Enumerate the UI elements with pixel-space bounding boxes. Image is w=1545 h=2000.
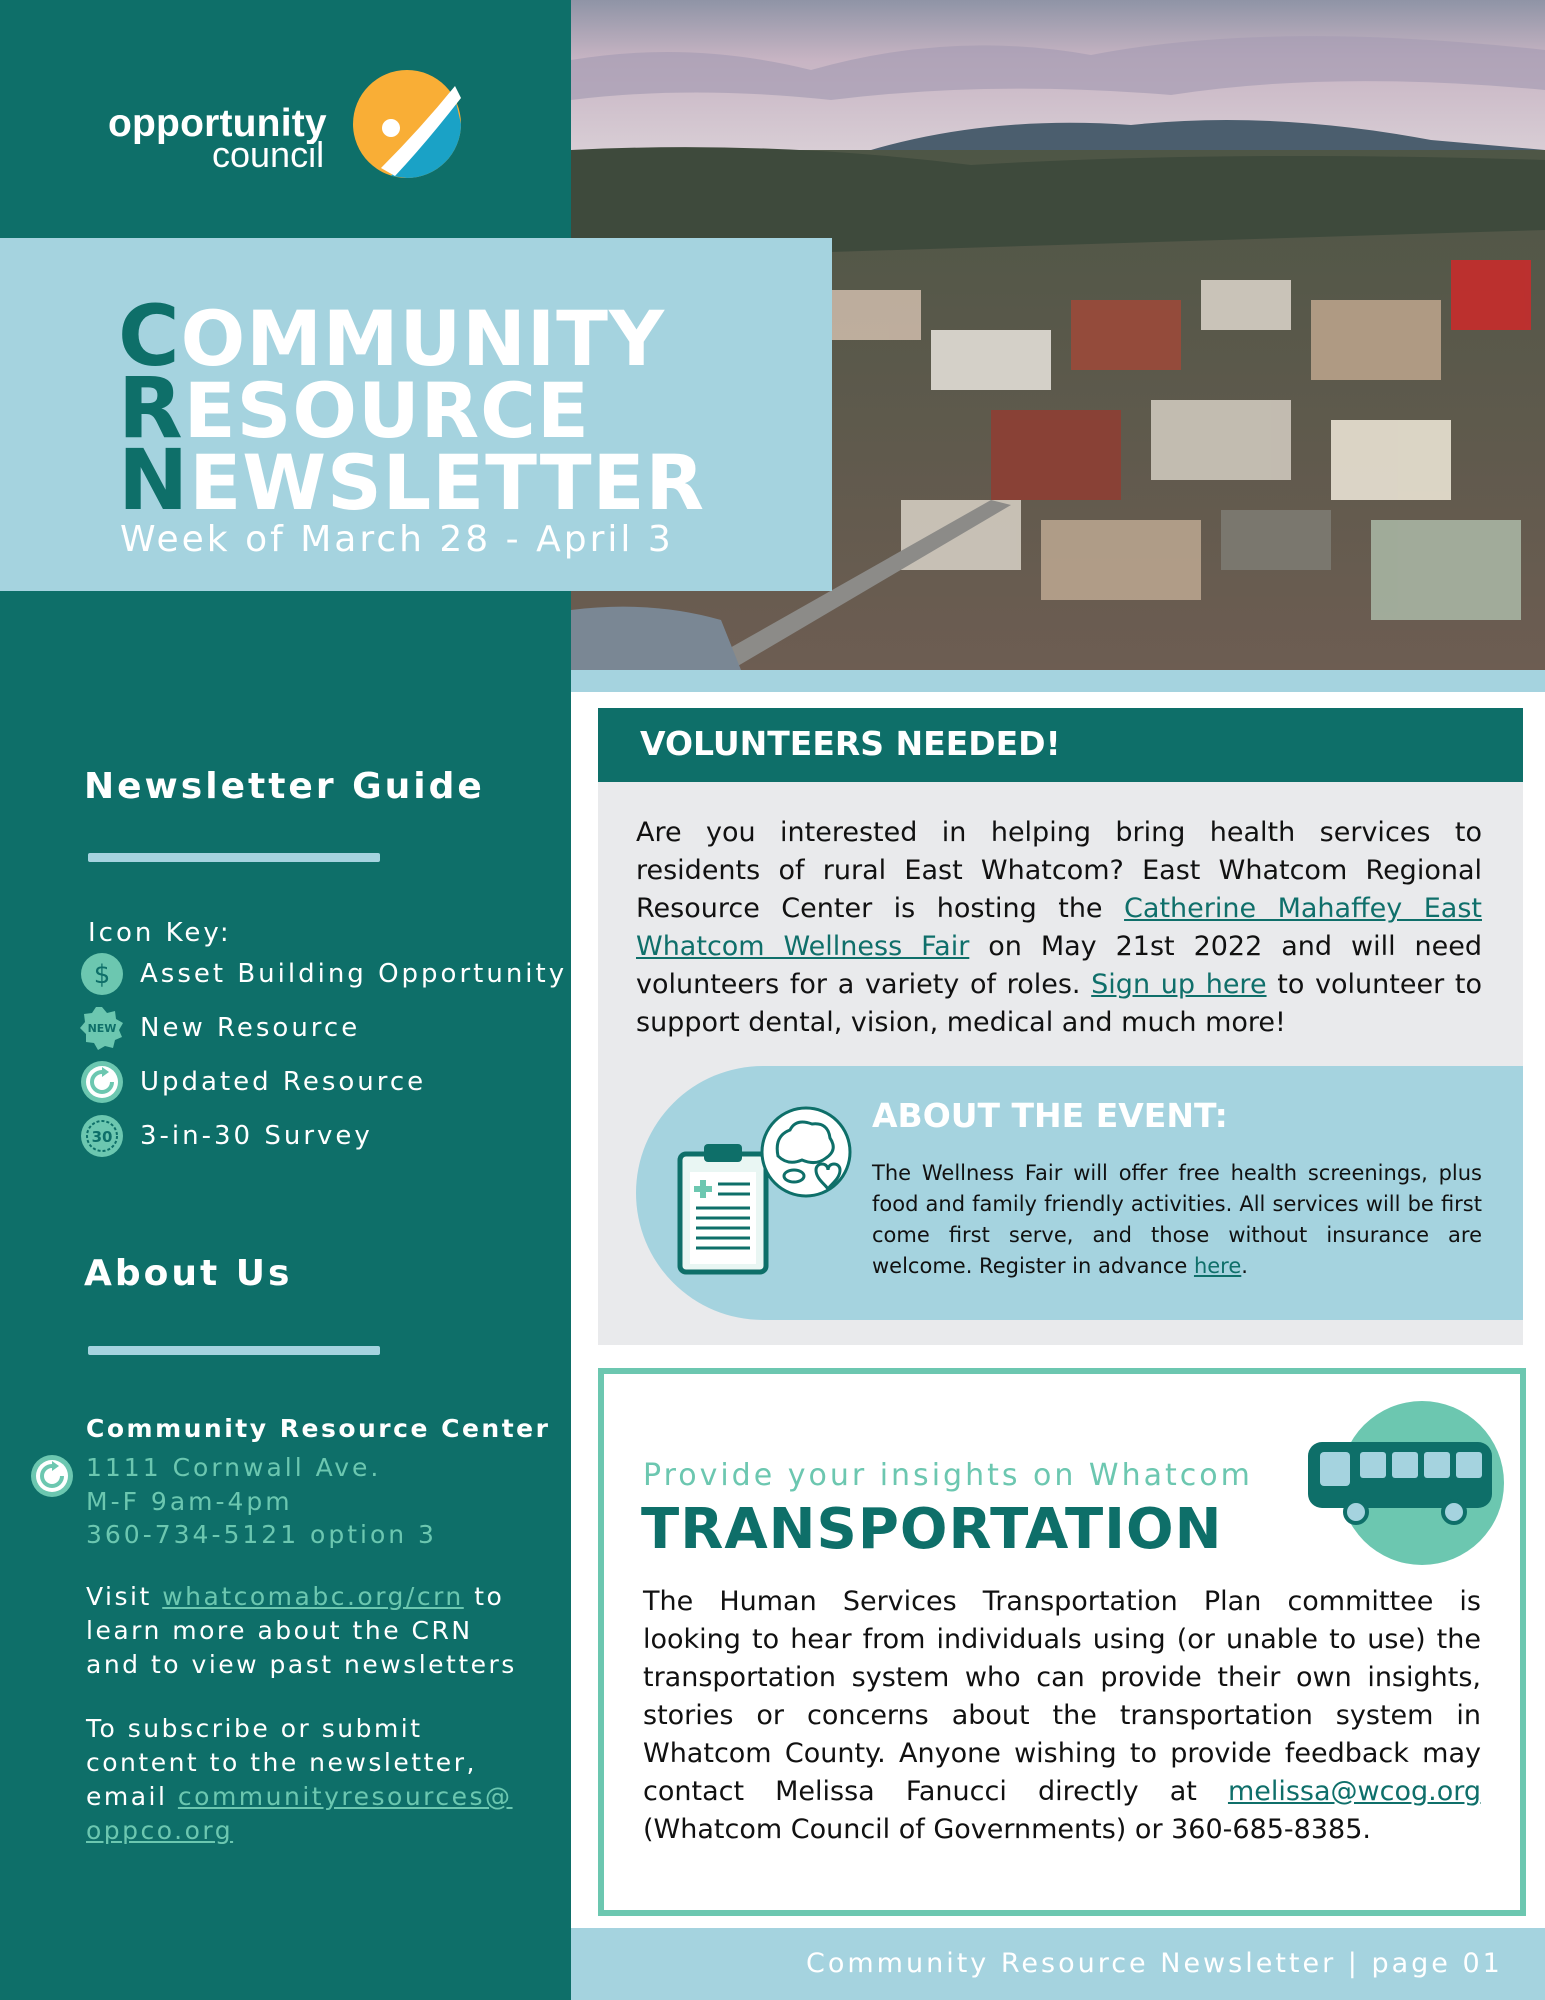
icon-key-survey (80, 1114, 373, 1158)
clipboard-health-icon (666, 1096, 856, 1286)
about-event-text (872, 1158, 1482, 1282)
transportation-card (598, 1368, 1526, 1916)
newsletter-title-block (0, 238, 832, 591)
title-rest-community: OMMUNITY (180, 294, 665, 383)
volunteers-text-3: to volunteer to support dental, vision, medical and much more! (636, 969, 1482, 1038)
about-event-end: . (1241, 1254, 1248, 1278)
sign-up-link[interactable]: Sign up here (1091, 969, 1267, 1000)
title-rest-newsletter: EWSLETTER (189, 438, 706, 527)
guide-divider (88, 853, 380, 862)
about-event-panel (636, 1066, 1523, 1320)
crn-website-link[interactable]: whatcomabc.org/crn (162, 1582, 464, 1611)
title-cap-c: C (118, 287, 181, 385)
wellness-fair-link[interactable]: Catherine Mahaffey East Whatcom Wellness Fair (636, 893, 1482, 962)
new-badge-text: NEW (87, 1022, 117, 1035)
transportation-text-2: (Whatcom Council of Governments) or 360-685-8385. (643, 1814, 1371, 1845)
melissa-email-link[interactable]: melissa@wcog.org (1227, 1776, 1481, 1807)
week-dates: Week of March 28 - April 3 (120, 519, 674, 560)
icon-key-new (80, 1006, 360, 1050)
transportation-subheading: Provide your insights on Whatcom (643, 1458, 1253, 1493)
newsletter-guide-heading: Newsletter Guide (84, 766, 485, 807)
title-line-newsletter (118, 431, 706, 529)
icon-key-label: Icon Key: (88, 918, 232, 948)
footer-text: Community Resource Newsletter | page 01 (806, 1948, 1503, 1979)
about-divider (88, 1346, 380, 1355)
volunteers-header (598, 708, 1523, 782)
about-us-heading: About Us (84, 1253, 293, 1294)
volunteers-card (598, 708, 1523, 1345)
volunteers-body (636, 814, 1482, 1042)
subscribe-text: To subscribe or submit content to the newsletter, email (86, 1714, 477, 1811)
visit-suffix: to learn more about the CRN and to view past newsletters (86, 1582, 517, 1679)
logo-name-line2: council (212, 134, 325, 175)
volunteers-heading: VOLUNTEERS NEEDED! (640, 724, 1061, 763)
refresh-icon (80, 1060, 124, 1104)
logo-name-line1: opportunity (108, 102, 327, 145)
page-footer (571, 1928, 1545, 2000)
dollar-icon (80, 952, 124, 996)
icon-key-survey-label: 3-in-30 Survey (140, 1121, 373, 1151)
new-badge-icon (80, 1006, 124, 1050)
about-event-body: The Wellness Fair will offer free health screenings, plus food and family friendly activities. All services will be first come first serve, and those without insurance are welcome. Register in advance (872, 1161, 1482, 1278)
visit-prefix: Visit (86, 1582, 163, 1611)
volunteers-text-1: Are you interested in helping bring health services to residents of rural East Whatcom? East Whatcom Regional Resource Center is hosting the (636, 817, 1482, 924)
center-phone: 360-734-5121 option 3 (86, 1520, 437, 1549)
visit-paragraph (86, 1580, 526, 1682)
about-event-heading: ABOUT THE EVENT: (872, 1096, 1228, 1135)
icon-key-updated-label: Updated Resource (140, 1067, 427, 1097)
3-in-30-icon (80, 1114, 124, 1158)
bus-icon (1304, 1400, 1504, 1566)
title-cap-r: R (118, 359, 184, 457)
hero-bottom-strip (571, 670, 1545, 692)
icon-key-asset (80, 952, 567, 996)
transportation-text-1: The Human Services Transportation Plan committee is looking to hear from individuals using (or unable to use) the transportation system who can provide their own insights, stories or concerns about the transportation system in Whatcom County. Anyone wishing to provide feedback may contact Melissa Fanucci directly at (643, 1586, 1481, 1807)
icon-key-updated (80, 1060, 426, 1104)
title-cap-n: N (118, 431, 190, 529)
icon-key-new-label: New Resource (140, 1013, 361, 1043)
refresh-icon (30, 1454, 74, 1498)
subscribe-email-link[interactable]: communityresources@ oppco.org (86, 1782, 513, 1845)
svg-text:$: $ (93, 960, 111, 990)
transportation-body (643, 1583, 1481, 1849)
logo-mark-icon (351, 68, 463, 180)
volunteers-text-2: on May 21st 2022 and will need volunteers for a variety of roles. (636, 931, 1482, 1000)
register-here-link[interactable]: here (1193, 1254, 1242, 1278)
subscribe-paragraph (86, 1712, 526, 1848)
title-rest-resource: ESOURCE (183, 366, 590, 455)
icon-key-asset-label: Asset Building Opportunity (140, 959, 568, 989)
survey-badge-text: 30 (91, 1128, 113, 1146)
center-name: Community Resource Center (86, 1414, 551, 1443)
transportation-heading: TRANSPORTATION (641, 1497, 1223, 1562)
center-hours: M-F 9am-4pm (86, 1487, 293, 1516)
center-address: 1111 Cornwall Ave. (86, 1453, 382, 1482)
opportunity-council-logo (108, 68, 468, 183)
